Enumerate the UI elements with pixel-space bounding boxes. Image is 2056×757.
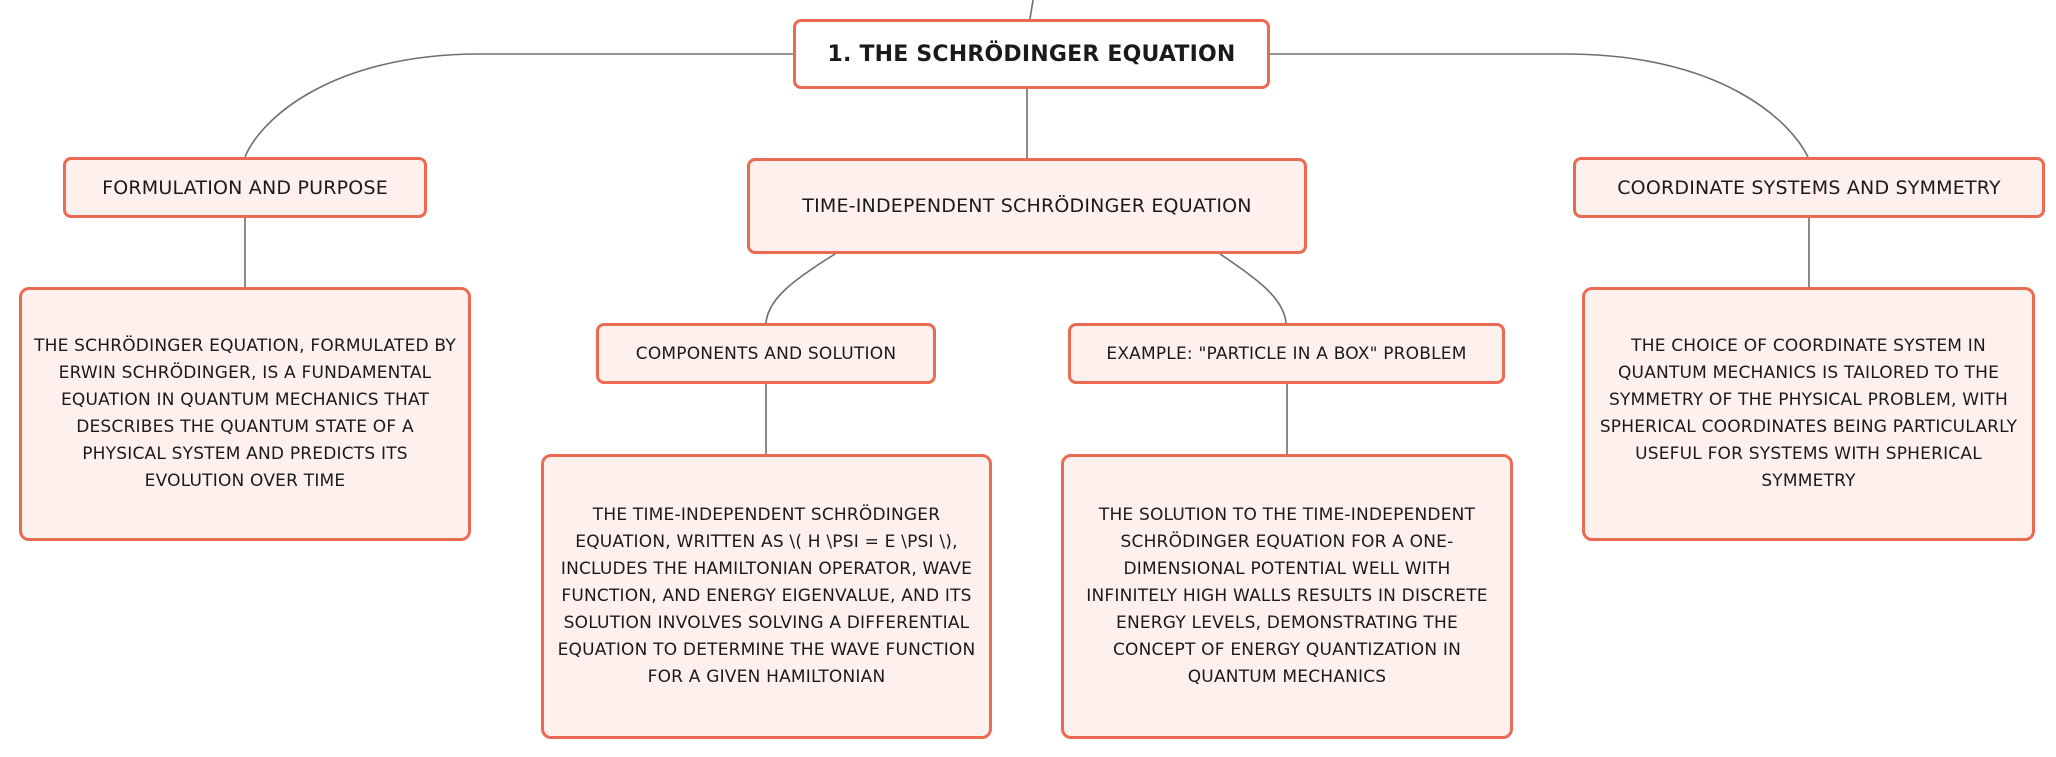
detail-formulation[interactable] [19, 287, 471, 541]
connector-parent-to-root [1030, 0, 1033, 19]
connector-root-to-formulation [245, 54, 793, 157]
subtopic-components-and-solution[interactable] [596, 323, 936, 384]
root-topic[interactable] [793, 19, 1270, 89]
connector-tise-to-components [766, 254, 835, 323]
subtopic-label: EXAMPLE: "PARTICLE IN A BOX" PROBLEM [1106, 343, 1467, 364]
detail-particle-in-a-box[interactable] [1061, 454, 1513, 739]
root-topic-label: 1. THE SCHRÖDINGER EQUATION [827, 41, 1236, 67]
connector-root-to-coords [1270, 54, 1808, 157]
subtopic-particle-in-a-box[interactable] [1068, 323, 1505, 384]
detail-text: THE CHOICE OF COORDINATE SYSTEM IN QUANTUM MECHANICS IS TAILORED TO THE SYMMETRY OF THE PHYSICAL PROBLEM, WITH SPHERICAL COORDINATES BEING PARTICULARLY USEFUL FOR SYSTEMS WITH SPHERICAL SYMMETRY [1599, 336, 2018, 491]
topic-time-independent-equation[interactable] [747, 158, 1307, 254]
topic-formulation-and-purpose[interactable] [63, 157, 427, 218]
topic-label: COORDINATE SYSTEMS AND SYMMETRY [1617, 176, 2001, 199]
detail-coordinate-systems[interactable] [1582, 287, 2035, 541]
topic-coordinate-systems[interactable] [1573, 157, 2045, 218]
detail-text: THE SCHRÖDINGER EQUATION, FORMULATED BY ERWIN SCHRÖDINGER, IS A FUNDAMENTAL EQUATION IN QUANTUM MECHANICS THAT DESCRIBES THE QUANTUM STATE OF A PHYSICAL SYSTEM AND PREDICTS ITS EVOLUTION OVER TIME [34, 336, 456, 491]
detail-components-and-solution[interactable] [541, 454, 992, 739]
connector-tise-to-example [1220, 254, 1286, 323]
detail-text: THE SOLUTION TO THE TIME-INDEPENDENT SCHRÖDINGER EQUATION FOR A ONE-DIMENSIONAL POTENTIAL WELL WITH INFINITELY HIGH WALLS RESULTS IN DISCRETE ENERGY LEVELS, DEMONSTRATING THE CONCEPT OF ENERGY QUANTIZATION IN QUANTUM MECHANICS [1086, 505, 1488, 687]
detail-text: THE TIME-INDEPENDENT SCHRÖDINGER EQUATION, WRITTEN AS \( H \PSI = E \PSI \), INCLUDES THE HAMILTONIAN OPERATOR, WAVE FUNCTION, AND ENERGY EIGENVALUE, AND ITS SOLUTION INVOLVES SOLVING A DIFFERENTIAL EQUATION TO DETERMINE THE WAVE FUNCTION FOR A GIVEN HAMILTONIAN [557, 505, 976, 687]
topic-label: TIME-INDEPENDENT SCHRÖDINGER EQUATION [802, 195, 1252, 217]
subtopic-label: COMPONENTS AND SOLUTION [635, 343, 897, 364]
topic-label: FORMULATION AND PURPOSE [102, 176, 388, 199]
